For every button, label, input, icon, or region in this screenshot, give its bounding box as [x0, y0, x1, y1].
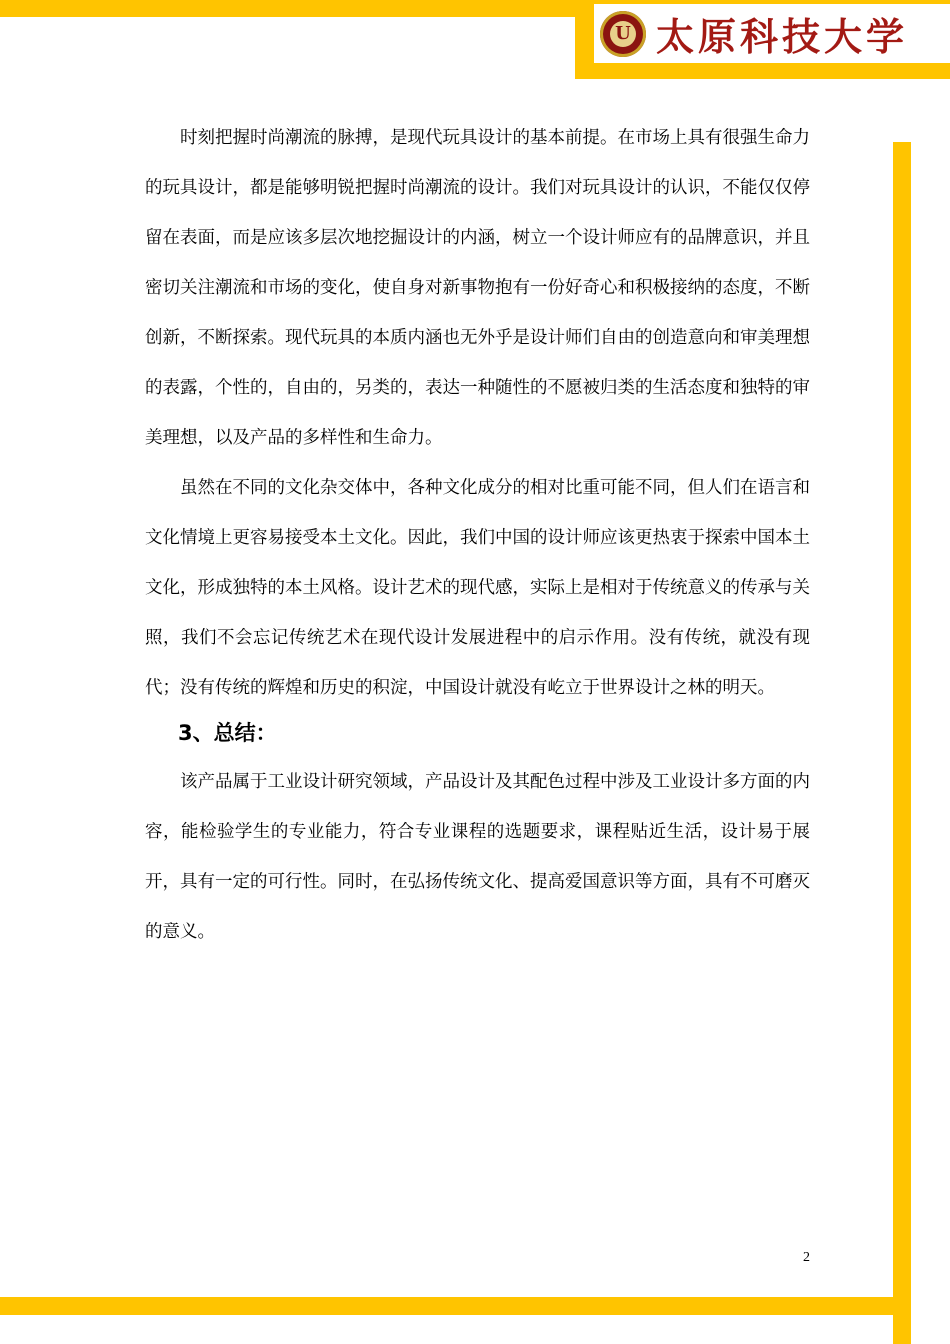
document-body [145, 113, 810, 957]
university-name-logo: 太原科技大学 [656, 14, 909, 59]
body-paragraph-1: 时刻把握时尚潮流的脉搏，是现代玩具设计的基本前提。在市场上具有很强生命力的玩具设计，都是能够明锐把握时尚潮流的设计。我们对玩具设计的认识，不能仅仅停留在表面，而是应该多层次地挖掘设计的内涵，树立一个设计师应有的品牌意识，并且密切关注潮流和市场的变化，使自身对新事物抱有一份好奇心和积极接纳的态度，不断创新，不断探索。现代玩具的本质内涵也无外乎是设计师们自由的创造意向和审美理想的表露，个性的，自由的，另类的，表达一种随性的不愿被归类的生活态度和独特的审美理想，以及产品的多样性和生命力。 [145, 128, 810, 448]
body-paragraph-2: 虽然在不同的文化杂交体中，各种文化成分的相对比重可能不同，但人们在语言和文化情境上更容易接受本土文化。因此，我们中国的设计师应该更热衷于探索中国本土文化，形成独特的本土风格。设计艺术的现代感，实际上是相对于传统意义的传承与关照，我们不会忘记传统艺术在现代设计发展进程中的启示作用。没有传统，就没有现代；没有传统的辉煌和历史的积淀，中国设计就没有屹立于世界设计之林的明天。 [145, 478, 810, 698]
conclusion-paragraph: 该产品属于工业设计研究领域，产品设计及其配色过程中涉及工业设计多方面的内容，能检验学生的专业能力，符合专业课程的选题要求，课程贴近生活，设计易于展开，具有一定的可行性。同时，在弘扬传统文化、提高爱国意识等方面，具有不可磨灭的意义。 [145, 772, 810, 942]
bottom-border-bar [0, 1297, 911, 1315]
right-border-bar [893, 142, 911, 1344]
section-heading-summary: 3、总结： [178, 721, 277, 745]
header-logo-banner [594, 4, 950, 63]
seal-letter: U [615, 23, 631, 44]
page-number: 2 [803, 1250, 810, 1265]
university-seal-icon [600, 11, 646, 57]
